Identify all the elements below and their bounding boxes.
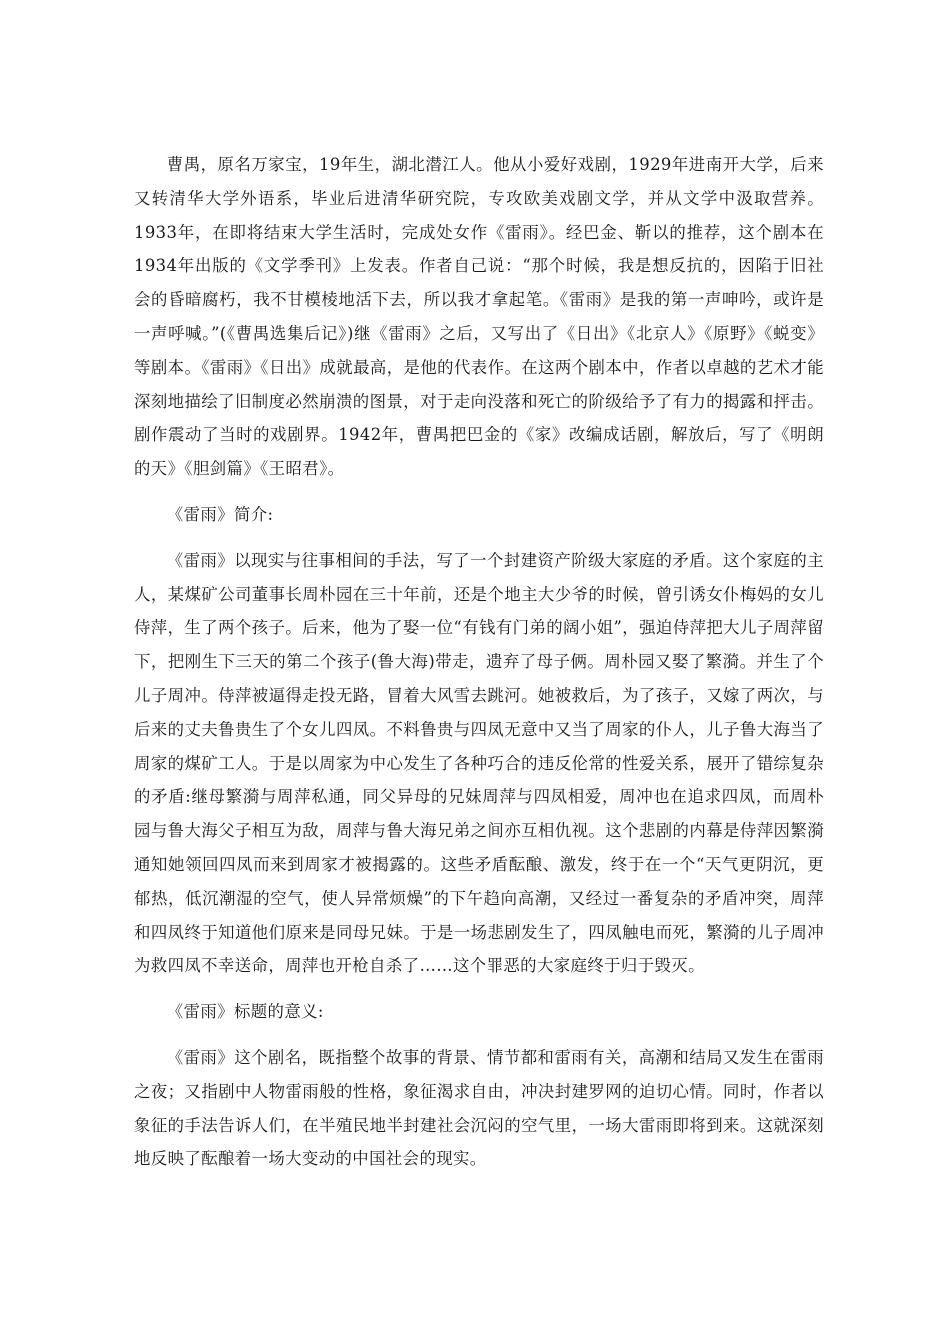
paragraph-title-meaning: 《雷雨》这个剧名，既指整个故事的背景、情节都和雷雨有关，高潮和结局又发生在雷雨之夜；又指剧中人物雷雨般的性格，象征渴求自由，冲决封建罗网的迫切心情。同时，作者以象征的手法告诉人们，在半殖民地半封建社会沉闷的空气里，一场大雷雨即将到来。这就深刻地反映了酝酿着一场大变动的中国社会的现实。	[134, 1047, 824, 1169]
paragraph-synopsis: 《雷雨》以现实与往事相间的手法，写了一个封建资产阶级大家庭的矛盾。这个家庭的主人，某煤矿公司董事长周朴园在三十年前，还是个地主大少爷的时候，曾引诱女仆梅妈的女儿侍萍，生了两个孩子。后来，他为了娶一位“有钱有门弟的阔小姐”，强迫侍萍把大儿子周萍留下，把刚生下三天的第二个孩子(鲁大海)带走，遗弃了母子俩。周朴园又娶了繁漪。并生了个儿子周冲。侍萍被逼得走投无路，冒着大风雪去跳河。她被救后，为了孩子，又嫁了两次，与后来的丈夫鲁贵生了个女儿四凤。不料鲁贵与四凤无意中又当了周家的仆人，儿子鲁大海当了周家的煤矿工人。于是以周家为中心发生了各种巧合的违反伦常的性爱关系，展开了错综复杂的矛盾:继母繁漪与周萍私通，同父异母的兄妹周萍与四凤相爱，周冲也在追求四凤，而周朴园与鲁大海父子相互为敌，周萍与鲁大海兄弟之间亦互相仇视。这个悲剧的内幕是侍萍因繁漪通知她领回四凤而来到周家才被揭露的。这些矛盾酝酿、激发，终于在一个“天气更阴沉，更郁热，低沉潮湿的空气，使人异常烦燥”的下午趋向高潮，又经过一番复杂的矛盾冲突，周萍和四凤终于知道他们原来是同母兄妹。于是一场悲剧发生了，四凤触电而死，繁漪的儿子周冲为救四凤不幸送命，周萍也开枪自杀了……这个罪恶的大家庭终于归于毁灭。	[134, 550, 824, 976]
document-body	[134, 148, 824, 1176]
heading-synopsis: 《雷雨》简介:	[166, 504, 274, 524]
heading-title-meaning: 《雷雨》标题的意义:	[166, 1002, 324, 1022]
paragraph-author-bio: 曹禺，原名万家宝，19年生，湖北潜江人。他从小爱好戏剧，1929年进南开大学，后来又转清华大学外语系，毕业后进清华研究院，专攻欧美戏剧文学，并从文学中汲取营养。1933年，在即将结束大学生活时，完成处女作《雷雨》。经巴金、靳以的推荐，这个剧本在1934年出版的《文学季刊》上发表。作者自己说：“那个时候，我是想反抗的，因陷于旧社会的昏暗腐朽，我不甘模棱地活下去，所以我才拿起笔。《雷雨》是我的第一声呻吟，或许是一声呼喊。”(《曹禺选集后记》)继《雷雨》之后，又写出了《日出》《北京人》《原野》《蜕变》等剧本。《雷雨》《日出》成就最高，是他的代表作。在这两个剧本中，作者以卓越的艺术才能深刻地描绘了旧制度必然崩溃的图景，对于走向没落和死亡的阶级给予了有力的揭露和抨击。剧作震动了当时的戏剧界。1942年，曹禺把巴金的《家》改编成话剧，解放后，写了《明朗的天》《胆剑篇》《王昭君》。	[134, 155, 824, 479]
